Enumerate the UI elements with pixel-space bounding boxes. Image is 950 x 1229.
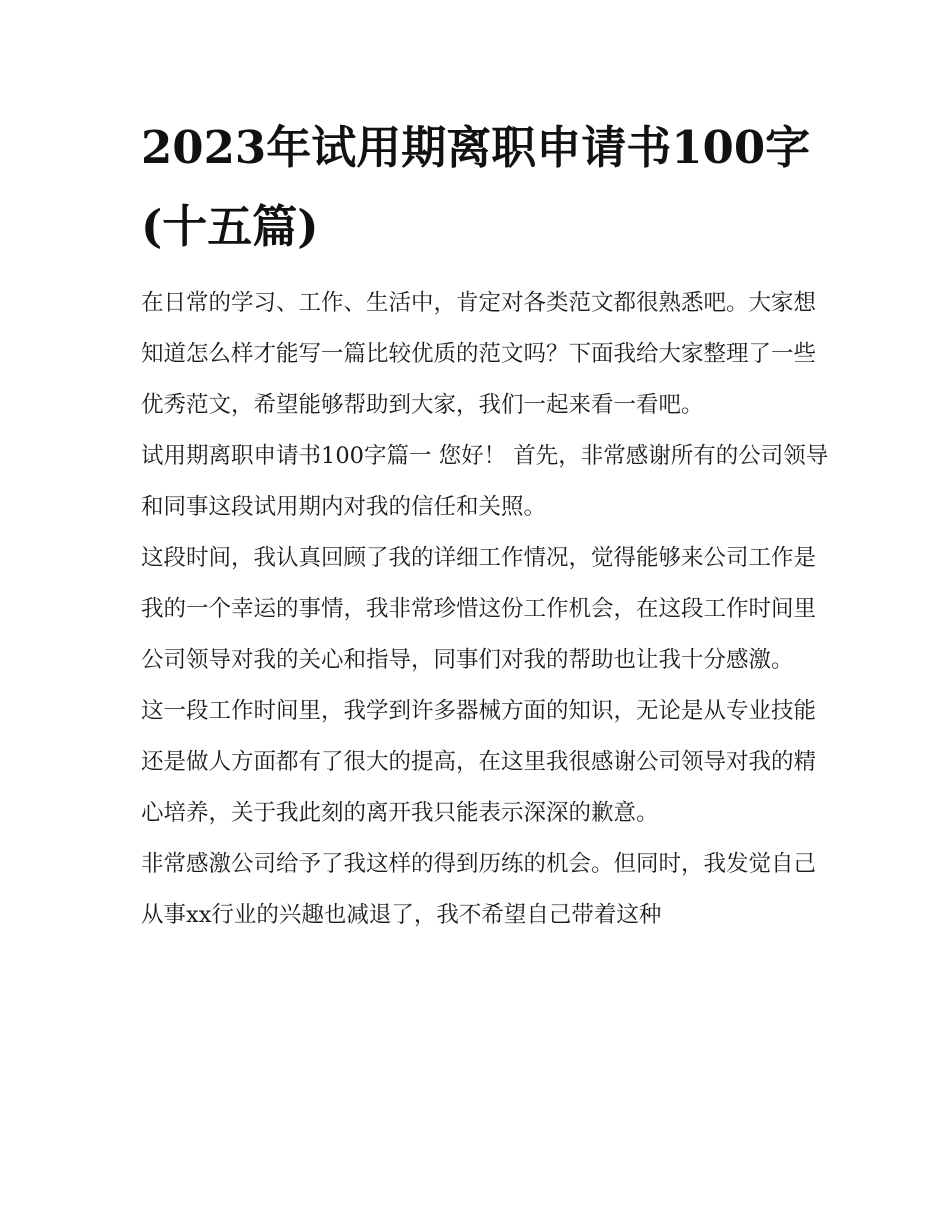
paragraph-work-review: 这段时间，我认真回顾了我的详细工作情况，觉得能够来公司工作是我的一个幸运的事情，我非常珍惜这份工作机会，在这段工作时间里公司领导对我的关心和指导，同事们对我的帮助也让我十分感激。 (141, 545, 817, 673)
paragraph-letter-opening: 试用期离职申请书100字篇一 您好！ 首先，非常感谢所有的公司领导和同事这段试用期内对我的信任和关照。 (141, 443, 829, 520)
document-body (141, 278, 831, 941)
paragraph-learning: 这一段工作时间里，我学到许多器械方面的知识，无论是从专业技能还是做人方面都有了很大的提高，在这里我很感谢公司领导对我的精心培养，关于我此刻的离开我只能表示深深的歉意。 (141, 698, 817, 826)
document-title: 2023年试用期离职申请书100字(十五篇) (141, 121, 811, 253)
paragraph-gratitude: 非常感激公司给予了我这样的得到历练的机会。但同时，我发觉自己从事xx行业的兴趣也减退了，我不希望自己带着这种 (141, 851, 817, 928)
paragraph-intro: 在日常的学习、工作、生活中，肯定对各类范文都很熟悉吧。大家想知道怎么样才能写一篇比较优质的范文吗？下面我给大家整理了一些优秀范文，希望能够帮助到大家，我们一起来看一看吧。 (141, 290, 817, 418)
